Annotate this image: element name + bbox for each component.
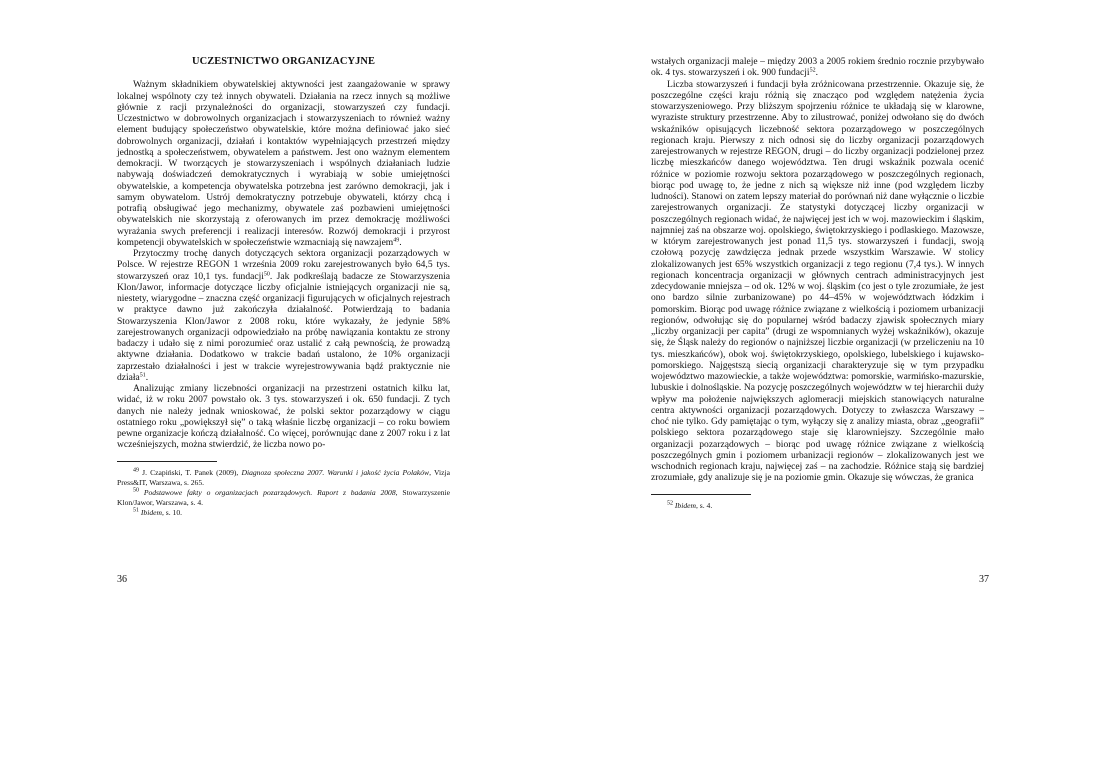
right-page <box>550 0 1100 778</box>
footnote-marker: 52 <box>667 500 673 506</box>
text-run: , s. 4. <box>696 500 713 510</box>
footnote-marker: 49 <box>393 237 400 244</box>
text-run: Liczba stowarzyszeń i fundacji była zróżnicowana przestrzennie. Okazuje się, że poszczególne części kraju różnią się znacząco pod względem natężenia życia stowarzyszeniowego. Przy bliższym spojrzeniu różnice te układają się w klarowne, wyraziste struktury przestrzenne. Aby to zilustrować, poniżej odwołano się do dwóch wskaźników opisujących liczebność sektora pozarządowego w poszczególnych regionach kraju. Pierwszy z nich odnosi się do liczby organizacji pozarządowych zarejestrowanych w rejestrze REGON, drugi – do liczby organizacji podzielonej przez liczbę mieszkańców danego województwa. Ten drugi wskaźnik pozwala ocenić różnice w poziomie rozwoju sektora pozarządowego w poszczególnych regionach, biorąc pod uwagę to, że jedne z nich są większe niż inne (pod względem liczby ludności). Stanowi on zatem lepszy materiał do porównań niż dane wyłącznie o liczbie zarejestrowanych organizacji. Ze statystyki dotyczącej liczby organizacji w poszczególnych regionach widać, że najwięcej jest ich w woj. mazowieckim i śląskim, najmniej zaś na obszarze woj. opolskiego, świętokrzyskiego i podlaskiego. Mazowsze, w którym zarejestrowanych jest ponad 11,5 tys. stowarzyszeń i fundacji, swoją czołową pozycję zawdzięcza jednak przede wszystkim Warszawie. W stolicy zlokalizowanych jest 65% wszystkich organizacji z tego regionu (7,4 tys.). W innych regionach koncentracja organizacji w głównych centrach administracyjnych jest zdecydowanie mniejsza – od ok. 12% w woj. śląskim (co jest o tyle zrozumiałe, że jest ono bardzo silnie zurbanizowane) po 44–45% w województwach łódzkim i pomorskim. Biorąc pod uwagę różnice związane z wielkością i poziomem urbanizacji regionów, odwołując się do popularnej wśród badaczy zjawisk społecznych miary „liczby organizacji per capita” (drugi ze wspomnianych wyżej wskaźników), okazuje się, że Śląsk należy do regionów o najniższej liczbie organizacji (w przeliczeniu na 10 tys. mieszkańców), obok woj. świętokrzyskiego, opolskiego, lubelskiego i kujawsko-pomorskiego. Najgęstszą siecią organizacji charakteryzuje się w tym przypadku województwo mazowieckie, a także województwa: pomorskie, warmińsko-mazurskie, lubuskie i dolnośląskie. Na pozycję poszczególnych województw w tej hierarchii duży wpływ ma położenie największych aglomeracji miejskich stanowiących naturalne centra aktywności organizacji pozarządowych. Dotyczy to zwłaszcza Warszawy – choć nie tylko. Gdy pamiętając o tym, wyłączy się z analizy miasta, obraz „geografii” polskiego sektora pozarządowego staje się klarowniejszy. Szczególnie mało organizacji pozarządowych – biorąc pod uwagę różnice związane z wielkością poszczególnych gmin i poziomem urbanizacji regionów – zlokalizowanych jest we wschodnich regionach kraju, najwięcej zaś – na zachodzie. Różnice stają się bardziej zrozumiałe, gdy analizuje się je na poziomie gmin. Okazuje się wówczas, że granica <box>651 78 984 484</box>
footnote-rule <box>117 461 217 462</box>
footnote <box>117 468 450 488</box>
right-footnotes <box>651 501 984 511</box>
text-run: wstałych organizacji maleje – między 2003 a 2005 rokiem średnio rocznie przybywało ok. 4 tys. stowarzyszeń i ok. 900 fundacji <box>651 56 984 79</box>
paragraph <box>117 248 450 383</box>
left-body-text <box>117 79 450 450</box>
footnote <box>117 488 450 508</box>
text-run: Analizując zmiany liczebności organizacji na przestrzeni ostatnich kilku lat, widać, iż w roku 2007 powstało ok. 3 tys. stowarzyszeń i ok. 650 fundacji. Z tych danych nie należy jednak wnioskować, że polski sektor pozarządowy w ciągu ostatniego roku „powiększył się” o taką właśnie liczbę organizacji – co roku bowiem pewne organizacje kończą działalność. Co więcej, porównując dane z 2007 roku i z lat wcześniejszych, można stwierdzić, że liczba nowo po- <box>117 383 450 451</box>
text-run: , Stowarzyszenie Klon/Jawor, Warszawa, s. 4. <box>117 487 450 507</box>
italic-title: Podstawowe fakty o organizacjach pozarządowych. Raport z badania 2008 <box>143 487 396 497</box>
page-number: 36 <box>117 574 127 585</box>
text-run: Ważnym składnikiem obywatelskiej aktywności jest zaangażowanie w sprawy lokalnej wspólnoty czy też innych obywateli. Działania na rzecz innych są możliwe głównie z racji przynależności do organizacji, stowarzyszeń czy fundacji. Uczestnictwo w dobrowolnych organizacjach i stowarzyszeniach to również ważny element budujący społeczeństwo obywatelskie, które można definiować jako sieć dobrowolnych organizacji, działań i kontaktów wypełniających przestrzeń między jednostką a społeczeństwem, obywatelem a państwem. Jest ono ważnym elementem demokracji. W tworzących je stowarzyszeniach i wspólnych działaniach ludzie nabywają doświadczeń demokratycznych i wyrabiają w sobie umiejętności obywatelskie, a kompetencja obywatelska potrzebna jest zarówno demokracji, jak i samym obywatelom. Ustrój demokratyczny potrzebuje obywateli, którzy chcą i potrafią obsługiwać jego mechanizmy, obywatele zaś pozbawieni umiejętności obywatelskich nie skorzystają z oferowanych im przez demokrację możliwości wyrażania swych preferencji i realizacji interesów. Rozwój demokracji i przyrost kompetencji obywatelskich w społeczeństwie wzmacniają się nawzajem <box>117 79 450 248</box>
footnote-marker: 50 <box>263 271 270 277</box>
text-run: J. Czapiński, T. Panek (2009), <box>139 467 242 477</box>
text-run: , Vizja Press&IT, Warszawa, s. 265. <box>117 467 450 487</box>
paragraph <box>651 79 984 484</box>
left-column <box>117 56 450 518</box>
footnote-rule <box>651 494 751 495</box>
text-run: . Jak podkreślają badacze ze Stowarzyszenia Klon/Jawor, informacje dotyczące liczby oficjalnie istniejących organizacji nie są, niestety, wiarygodne – znaczna część organizacji figurujących w oficjalnych rejestrach w praktyce dawno już zakończyła działalność. Potwierdzają to badania Stowarzyszenia Klon/Jawor z 2008 roku, które wykazały, że jedynie 58% zarejestrowanych organizacji odpowiedziało na próbę nawiązania kontaktu ze strony badaczy i udało się z nimi porozumieć oraz ustalić z całą pewnością, że prowadzą aktywne działania. Dodatkowo w trakcie badań ustalono, że 10% organizacji zaprzestało działalności i jest w trakcie wyrejestrowywania bądź praktycznie nie działa <box>117 270 450 383</box>
text-run: Przytoczmy trochę danych dotyczących sektora organizacji pozarządowych w Polsce. W rejestrze REGON 1 września 2009 roku zarejestrowanych było 64,5 tys. stowarzyszeń oraz 10,1 tys. fundacji <box>117 248 450 282</box>
footnote-marker: 50 <box>133 487 139 493</box>
footnote-marker: 49 <box>133 467 139 473</box>
footnote-marker: 51 <box>139 372 146 379</box>
page-number: 37 <box>979 574 989 585</box>
footnote <box>651 501 984 511</box>
section-heading: UCZESTNICTWO ORGANIZACYJNE <box>191 56 376 67</box>
paragraph <box>117 383 450 451</box>
italic-title: Ibidem <box>674 500 696 510</box>
right-body-text <box>651 56 984 484</box>
paragraph <box>651 56 984 79</box>
italic-title: Ibidem <box>140 507 162 517</box>
text-run: , s. 10. <box>162 507 183 517</box>
footnote-marker: 52 <box>809 67 816 74</box>
paragraph <box>117 79 450 248</box>
text-run: . <box>399 236 402 248</box>
left-footnotes <box>117 468 450 518</box>
text-run: . <box>815 67 818 79</box>
footnote-marker: 51 <box>133 507 139 513</box>
text-run: . <box>145 371 149 383</box>
right-column <box>651 56 984 511</box>
italic-title: Diagnoza społeczna 2007. Warunki i jakość życia Polaków <box>241 467 430 477</box>
footnote <box>117 508 450 518</box>
